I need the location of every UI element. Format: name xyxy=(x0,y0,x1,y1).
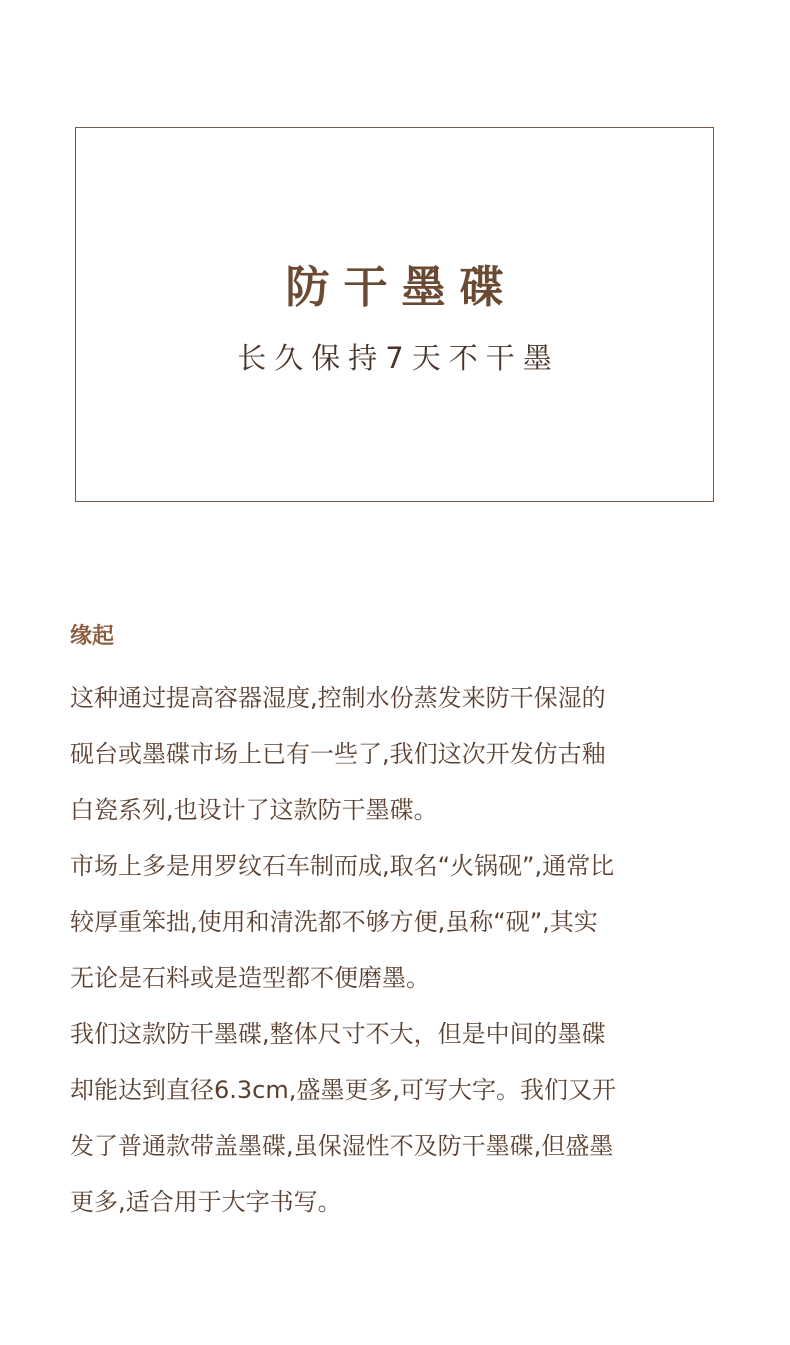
paragraph-line: 这种通过提高容器湿度,控制水份蒸发来防干保湿的 xyxy=(70,684,606,712)
banner-title: 防干墨碟 xyxy=(285,262,518,313)
paragraph-line: 无论是石料或是造型都不便磨墨。 xyxy=(70,964,430,992)
paragraph-3 xyxy=(70,1006,730,1230)
paragraph-line: 较厚重笨拙,使用和清洗都不够方便,虽称“砚”,其实 xyxy=(70,908,598,936)
paragraph-line: 砚台或墨碟市场上已有一些了,我们这次开发仿古釉 xyxy=(70,740,606,768)
paragraph-line: 发了普通款带盖墨碟,虽保湿性不及防干墨碟,但盛墨 xyxy=(70,1132,614,1160)
origin-section xyxy=(70,622,730,1230)
section-heading: 缘起 xyxy=(70,624,115,649)
paragraph-1 xyxy=(70,670,730,838)
banner-subtitle: 长久保持7天不干墨 xyxy=(237,341,560,375)
paragraph-line: 更多,适合用于大字书写。 xyxy=(70,1188,342,1216)
title-banner xyxy=(75,127,714,502)
paragraph-line: 白瓷系列,也设计了这款防干墨碟。 xyxy=(70,796,438,824)
paragraph-line: 市场上多是用罗纹石车制而成,取名“火锅砚”,通常比 xyxy=(70,852,615,880)
paragraph-2 xyxy=(70,838,730,1006)
paragraph-line: 我们这款防干墨碟,整体尺寸不大，但是中间的墨碟 xyxy=(70,1020,606,1048)
paragraph-line: 却能达到直径6.3cm,盛墨更多,可写大字。我们又开 xyxy=(70,1076,616,1104)
